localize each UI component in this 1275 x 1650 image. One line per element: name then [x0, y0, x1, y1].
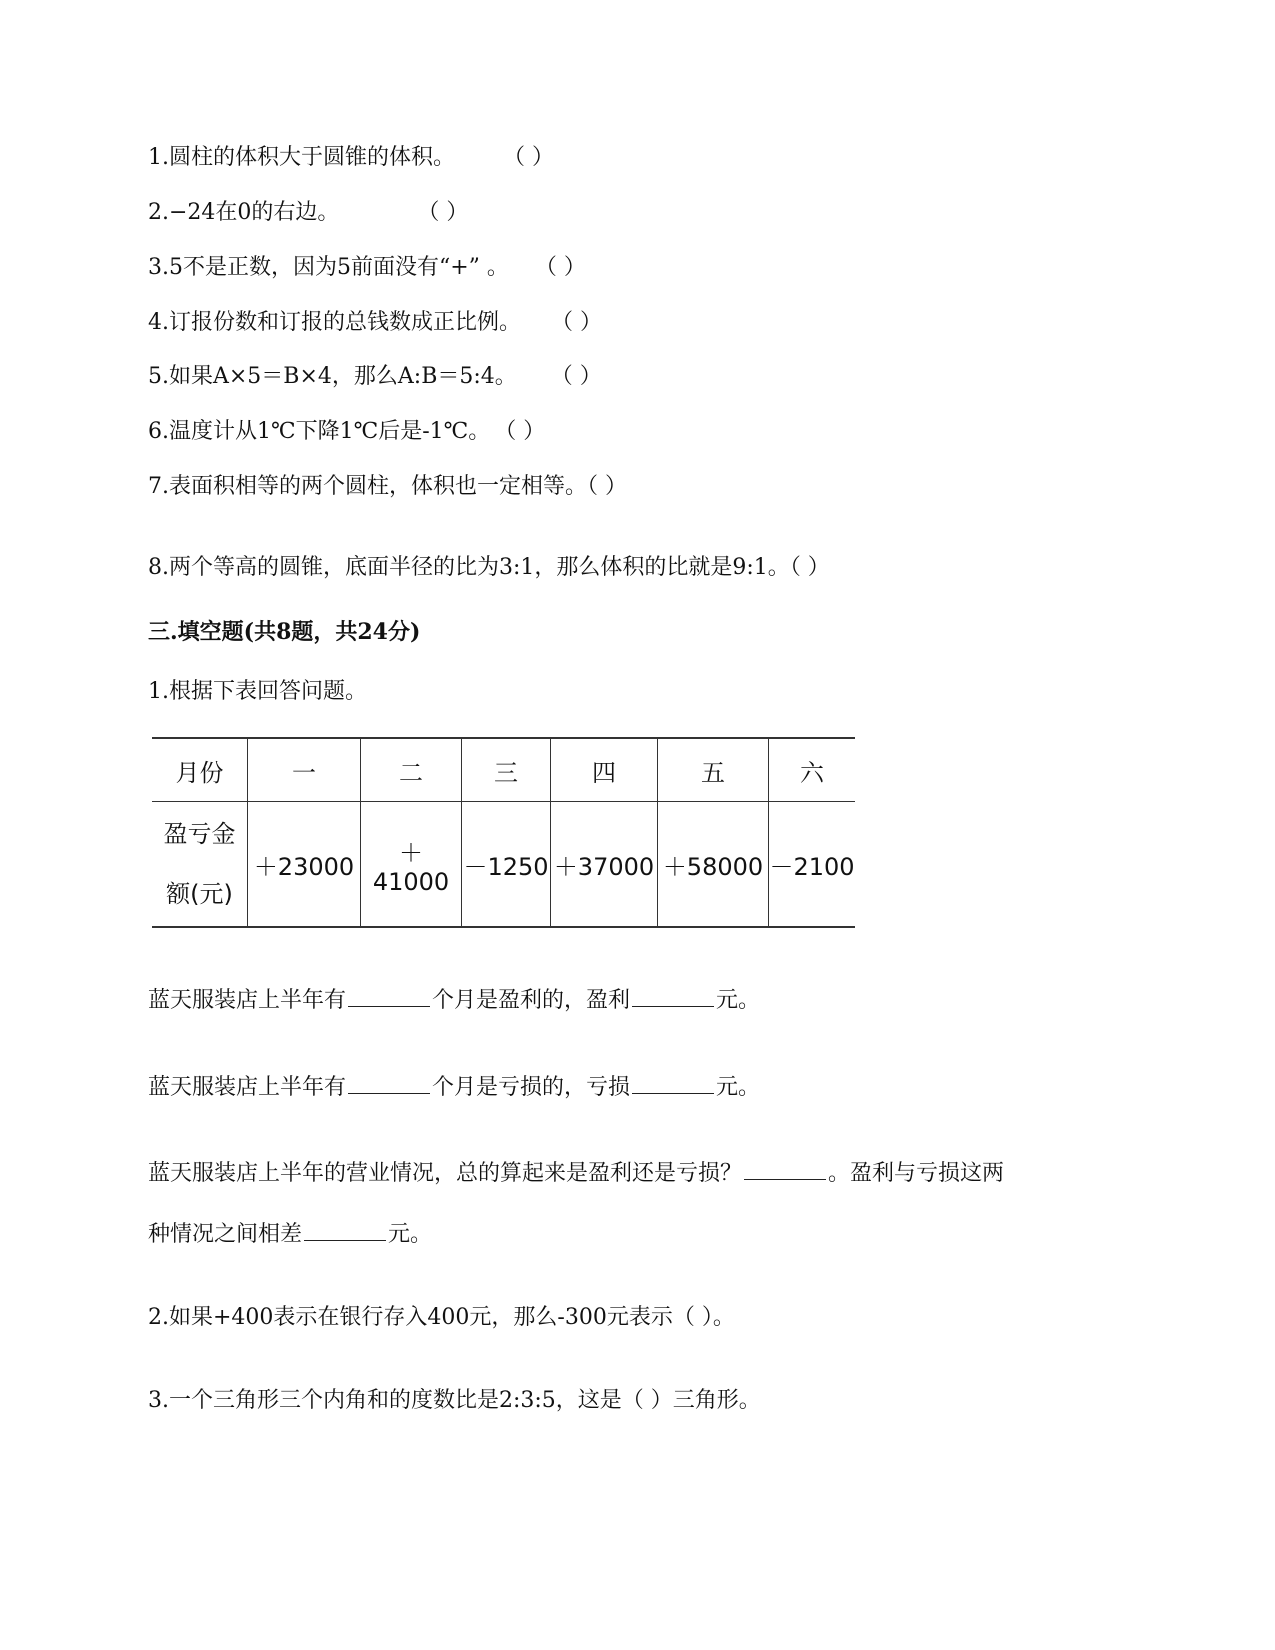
- answer-parentheses: （ ）: [494, 419, 546, 444]
- answer-parentheses: （ ）: [534, 255, 586, 280]
- judge-question-4: [148, 308, 602, 338]
- fill-line-overall: [148, 1157, 1004, 1189]
- month-cell: 三: [462, 738, 551, 802]
- fill-text: 蓝天服装店上半年有: [148, 1075, 347, 1100]
- fill-question-2: 2.如果+400表示在银行存入400元，那么-300元表示（ ）。: [148, 1305, 735, 1330]
- fill-text: 。盈利与亏损这两: [828, 1161, 1005, 1186]
- answer-blank[interactable]: [632, 984, 714, 1007]
- question-text: 7.表面积相等的两个圆柱，体积也一定相等。: [148, 474, 587, 499]
- judge-question-7: [148, 472, 627, 502]
- fill-text: 元。: [388, 1222, 433, 1247]
- amount-header-line1: 盈亏金: [163, 820, 236, 848]
- answer-parentheses: （ ）: [503, 145, 554, 170]
- amount-cell: ＋23000: [248, 802, 361, 928]
- section-title: 三.填空题(共8题，共24分): [148, 619, 421, 645]
- month-cell: 一: [248, 738, 361, 802]
- question-text: 3.5不是正数，因为5前面没有“+” 。: [148, 255, 509, 280]
- month-cell: 五: [658, 738, 769, 802]
- fill-text: 元。: [716, 988, 761, 1013]
- question-text: 6.温度计从1℃下降1℃后是-1℃。: [148, 419, 491, 444]
- fill-question-1-intro: 1.根据下表回答问题。: [148, 679, 367, 704]
- answer-parentheses: （ ）: [417, 200, 469, 225]
- amount-row: [152, 802, 855, 928]
- question-text: 8.两个等高的圆锥，底面半径的比为3:1，那么体积的比就是9:1。: [148, 555, 790, 580]
- judge-question-2: [148, 198, 468, 228]
- month-cell: 四: [551, 738, 658, 802]
- question-text: 1.圆柱的体积大于圆锥的体积。: [148, 145, 455, 170]
- month-header: 月份: [152, 738, 248, 802]
- question-text: 5.如果A×5＝B×4，那么A:B＝5:4。: [148, 364, 517, 389]
- answer-parentheses: （ ）: [551, 310, 602, 335]
- answer-blank[interactable]: [348, 1071, 430, 1094]
- month-row: [152, 738, 855, 802]
- judge-question-8: [148, 553, 830, 583]
- amount-header: [152, 802, 248, 928]
- profit-loss-table: [152, 737, 855, 928]
- answer-parentheses: （ ）: [550, 364, 602, 389]
- answer-parentheses: （ ）: [587, 474, 627, 499]
- answer-blank[interactable]: [632, 1071, 714, 1094]
- answer-blank[interactable]: [348, 984, 430, 1007]
- question-text: 2.−24在0的右边。: [148, 200, 340, 225]
- answer-blank[interactable]: [304, 1218, 386, 1241]
- month-cell: 六: [769, 738, 856, 802]
- fill-line-loss-months: [148, 1071, 760, 1103]
- answer-parentheses: （ ）: [789, 555, 830, 580]
- amount-cell: ＋58000: [658, 802, 769, 928]
- judge-question-1: [148, 143, 554, 173]
- fill-text: 蓝天服装店上半年有: [148, 988, 347, 1013]
- question-text: 4.订报份数和订报的总钱数成正比例。: [148, 310, 521, 335]
- amount-header-line2: 额(元): [166, 880, 233, 908]
- fill-question-3: 3.一个三角形三个内角和的度数比是2:3:5，这是（ ）三角形。: [148, 1388, 761, 1413]
- amount-cell: －2100: [769, 802, 856, 928]
- judge-question-3: [148, 253, 586, 283]
- amount-cell: －1250: [462, 802, 551, 928]
- fill-text: 个月是亏损的，亏损: [432, 1075, 631, 1100]
- amount-cell: ＋41000: [361, 802, 462, 928]
- month-cell: 二: [361, 738, 462, 802]
- amount-cell: ＋37000: [551, 802, 658, 928]
- fill-line-profit-months: [148, 984, 760, 1016]
- fill-text: 种情况之间相差: [148, 1222, 303, 1247]
- judge-question-5: [148, 362, 602, 392]
- answer-blank[interactable]: [744, 1157, 826, 1180]
- fill-line-difference: [148, 1218, 432, 1250]
- fill-text: 元。: [716, 1075, 761, 1100]
- fill-text: 蓝天服装店上半年的营业情况，总的算起来是盈利还是亏损？: [148, 1161, 743, 1186]
- fill-text: 个月是盈利的，盈利: [432, 988, 631, 1013]
- judge-question-6: [148, 417, 545, 447]
